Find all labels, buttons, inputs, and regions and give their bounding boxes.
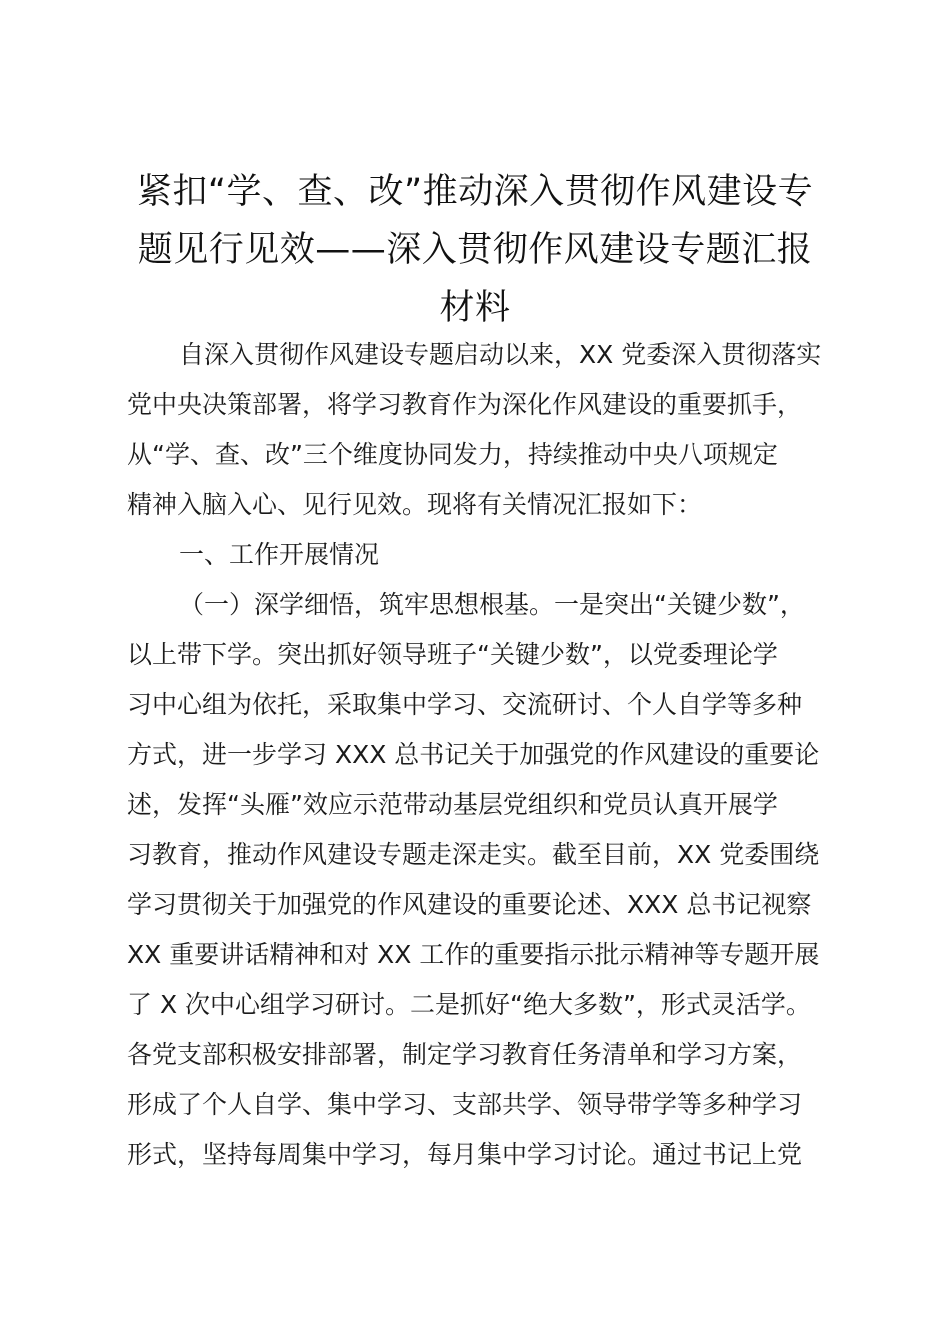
paragraph-line: 精神入脑入心、见行见效。现将有关情况汇报如下：: [127, 490, 703, 519]
paragraph-line: 以上带下学。突出抓好领导班子“关键少数”，以党委理论学: [127, 640, 778, 669]
paragraph-line: 形成了个人自学、集中学习、支部共学、领导带学等多种学习: [127, 1090, 803, 1119]
title-line: 紧扣“学、查、改”推动深入贯彻作风建设专: [136, 172, 814, 212]
paragraph-line: 习中心组为依托，采取集中学习、交流研讨、个人自学等多种: [127, 690, 803, 719]
title-line: 题见行见效——深入贯彻作风建设专题汇报: [137, 230, 813, 270]
paragraph-line: 形式，坚持每周集中学习，每月集中学习讨论。通过书记上党: [127, 1140, 803, 1169]
paragraph-line: 方式，进一步学习 XXX 总书记关于加强党的作风建设的重要论: [127, 740, 820, 769]
document-body: [127, 330, 847, 1180]
section-heading: 一、工作开展情况: [179, 540, 380, 569]
paragraph-line: 习教育，推动作风建设专题走深走实。截至目前，XX 党委围绕: [127, 840, 820, 869]
paragraph-line: 述，发挥“头雁”效应示范带动基层党组织和党员认真开展学: [127, 790, 778, 819]
paragraph-line: 了 X 次中心组学习研讨。二是抓好“绝大多数”，形式灵活学。: [127, 990, 811, 1019]
paragraph-line: 各党支部积极安排部署，制定学习教育任务清单和学习方案，: [127, 1040, 803, 1069]
paragraph-line: 自深入贯彻作风建设专题启动以来，XX 党委深入贯彻落实: [179, 340, 822, 369]
title-line: 材料: [439, 288, 511, 328]
document-title: [110, 163, 840, 337]
paragraph-line: 学习贯彻关于加强党的作风建设的重要论述、XXX 总书记视察: [127, 890, 812, 919]
subsection-heading-line: （一）深学细悟，筑牢思想根基。一是突出“关键少数”，: [179, 590, 805, 619]
paragraph-line: XX 重要讲话精神和对 XX 工作的重要指示批示精神等专题开展: [127, 940, 820, 969]
paragraph-line: 党中央决策部署，将学习教育作为深化作风建设的重要抓手，: [127, 390, 803, 419]
paragraph-line: 从“学、查、改”三个维度协同发力，持续推动中央八项规定: [127, 440, 778, 469]
